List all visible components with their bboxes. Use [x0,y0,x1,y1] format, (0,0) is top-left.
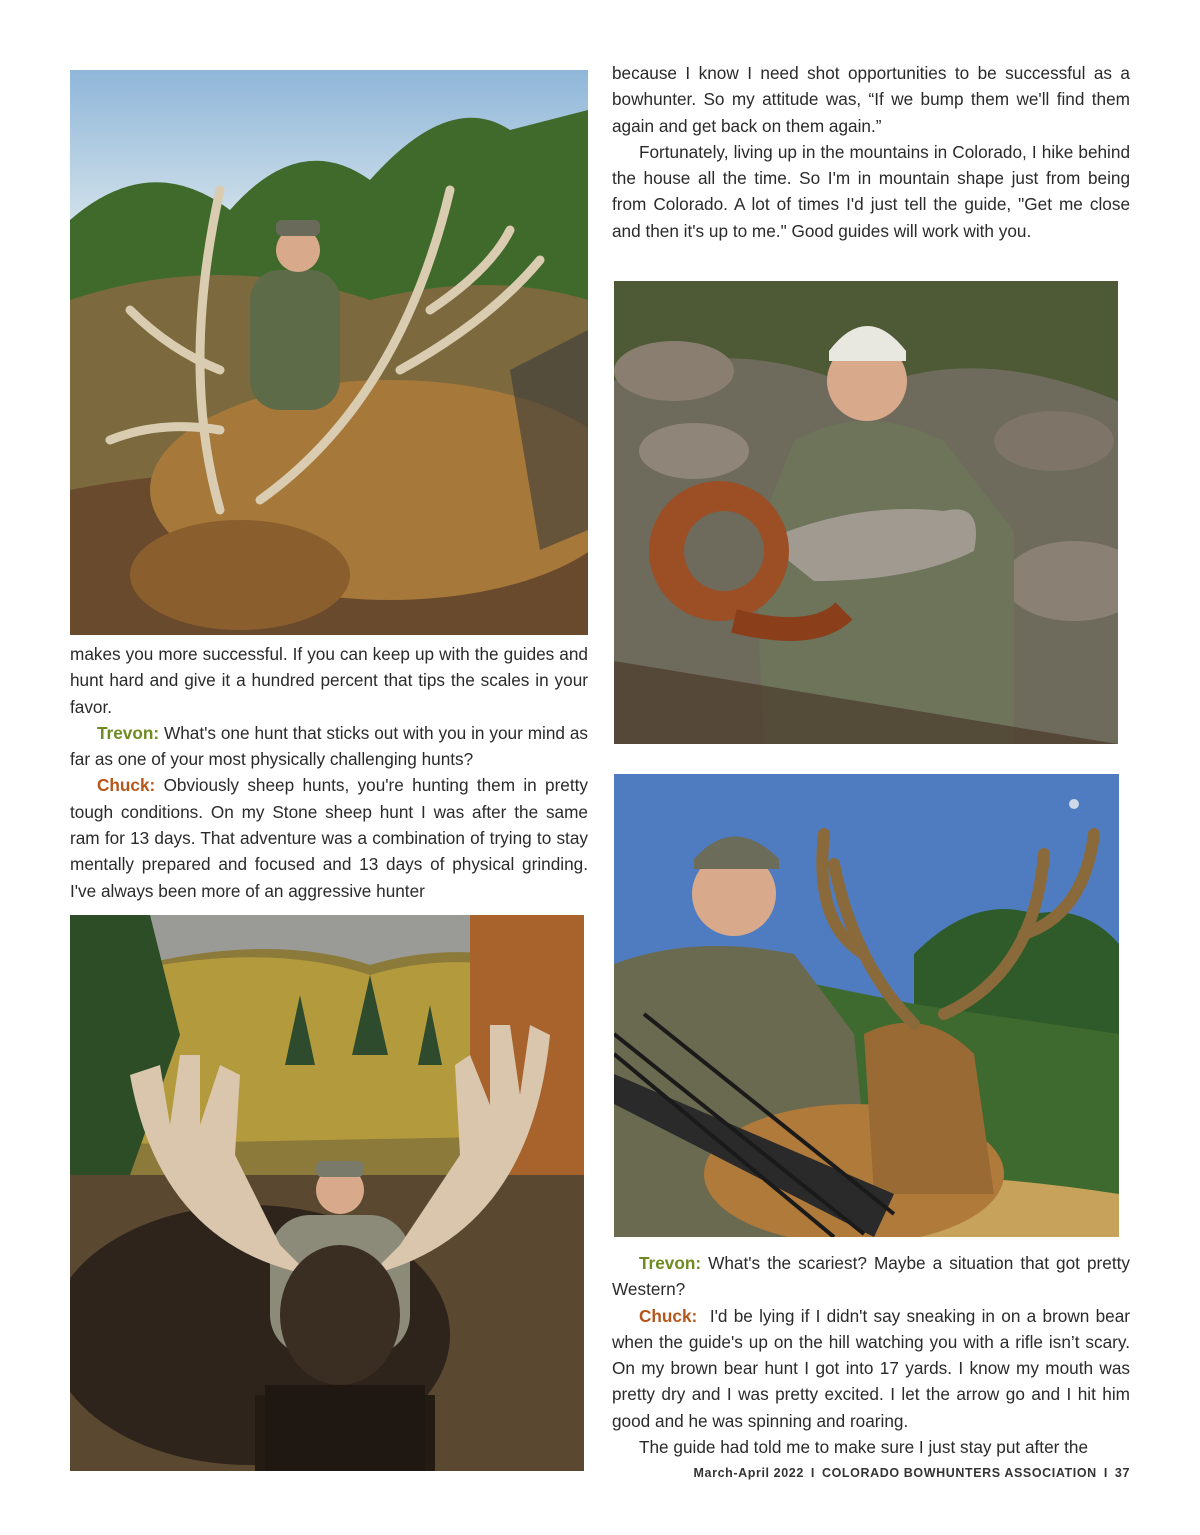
answer-paragraph [70,772,588,903]
speaker-chuck: Chuck: [639,1305,698,1326]
right-column-top-text [612,60,1130,244]
page-number: 37 [1114,1466,1130,1480]
page-footer [694,1466,1130,1480]
footer-separator: I [1103,1466,1108,1480]
speaker-chuck: Chuck: [97,775,156,796]
moose-photo [70,915,584,1471]
deer-photo [614,774,1119,1237]
paragraph: The guide had told me to make sure I just stay put after the [639,1437,1089,1458]
paragraph: Fortunately, living up in the mountains in Colorado, I hike behind the house all the time. So I'm in mountain shape just from being from Colorado. A lot of times I'd just tell the guide, "Get me close and then it's up to me." Good guides will work with you. [612,141,1130,241]
answer-paragraph [612,1303,1130,1434]
right-column-bottom-text [612,1250,1130,1460]
ram-photo [614,281,1118,744]
question-paragraph [612,1250,1130,1303]
elk-photo [70,70,588,635]
footer-separator: I [810,1466,815,1480]
paragraph: makes you more successful. If you can keep up with the guides and hunt hard and give it a hundred percent that tips the scales in your favor. [70,644,588,717]
issue-date: March-April 2022 [693,1466,804,1480]
speaker-trevon: Trevon: [639,1253,702,1273]
answer-text: Obviously sheep hunts, you're hunting them in pretty tough conditions. On my Stone sheep hunt I was after the same ram for 13 days. That adventure was a combination of trying to stay mentally prepared and focused and 13 days of physical grinding. I've always been more of an aggressive hunter [70,775,588,901]
answer-text: I'd be lying if I didn't say sneaking in on a brown bear when the guide's up on the hill watching you with a rifle isn’t scary. On my brown bear hunt I got into 17 yards. I know my mouth was pretty dry and I was pretty excited. I let the arrow go and I hit him good and he was spinning and roaring. [612,1305,1130,1431]
question-text: What's the scariest? Maybe a situation that got pretty Western? [612,1253,1130,1300]
speaker-trevon: Trevon: [97,722,160,743]
publication-name: COLORADO BOWHUNTERS ASSOCIATION [821,1466,1097,1480]
left-column-text [70,641,588,904]
paragraph: because I know I need shot opportunities to be successful as a bowhunter. So my attitude was, “If we bump them we'll find them again and get back on them again.” [612,63,1130,136]
question-text: What's one hunt that sticks out with you in your mind as far as one of your most physically challenging hunts? [70,722,589,770]
question-paragraph [70,720,588,773]
